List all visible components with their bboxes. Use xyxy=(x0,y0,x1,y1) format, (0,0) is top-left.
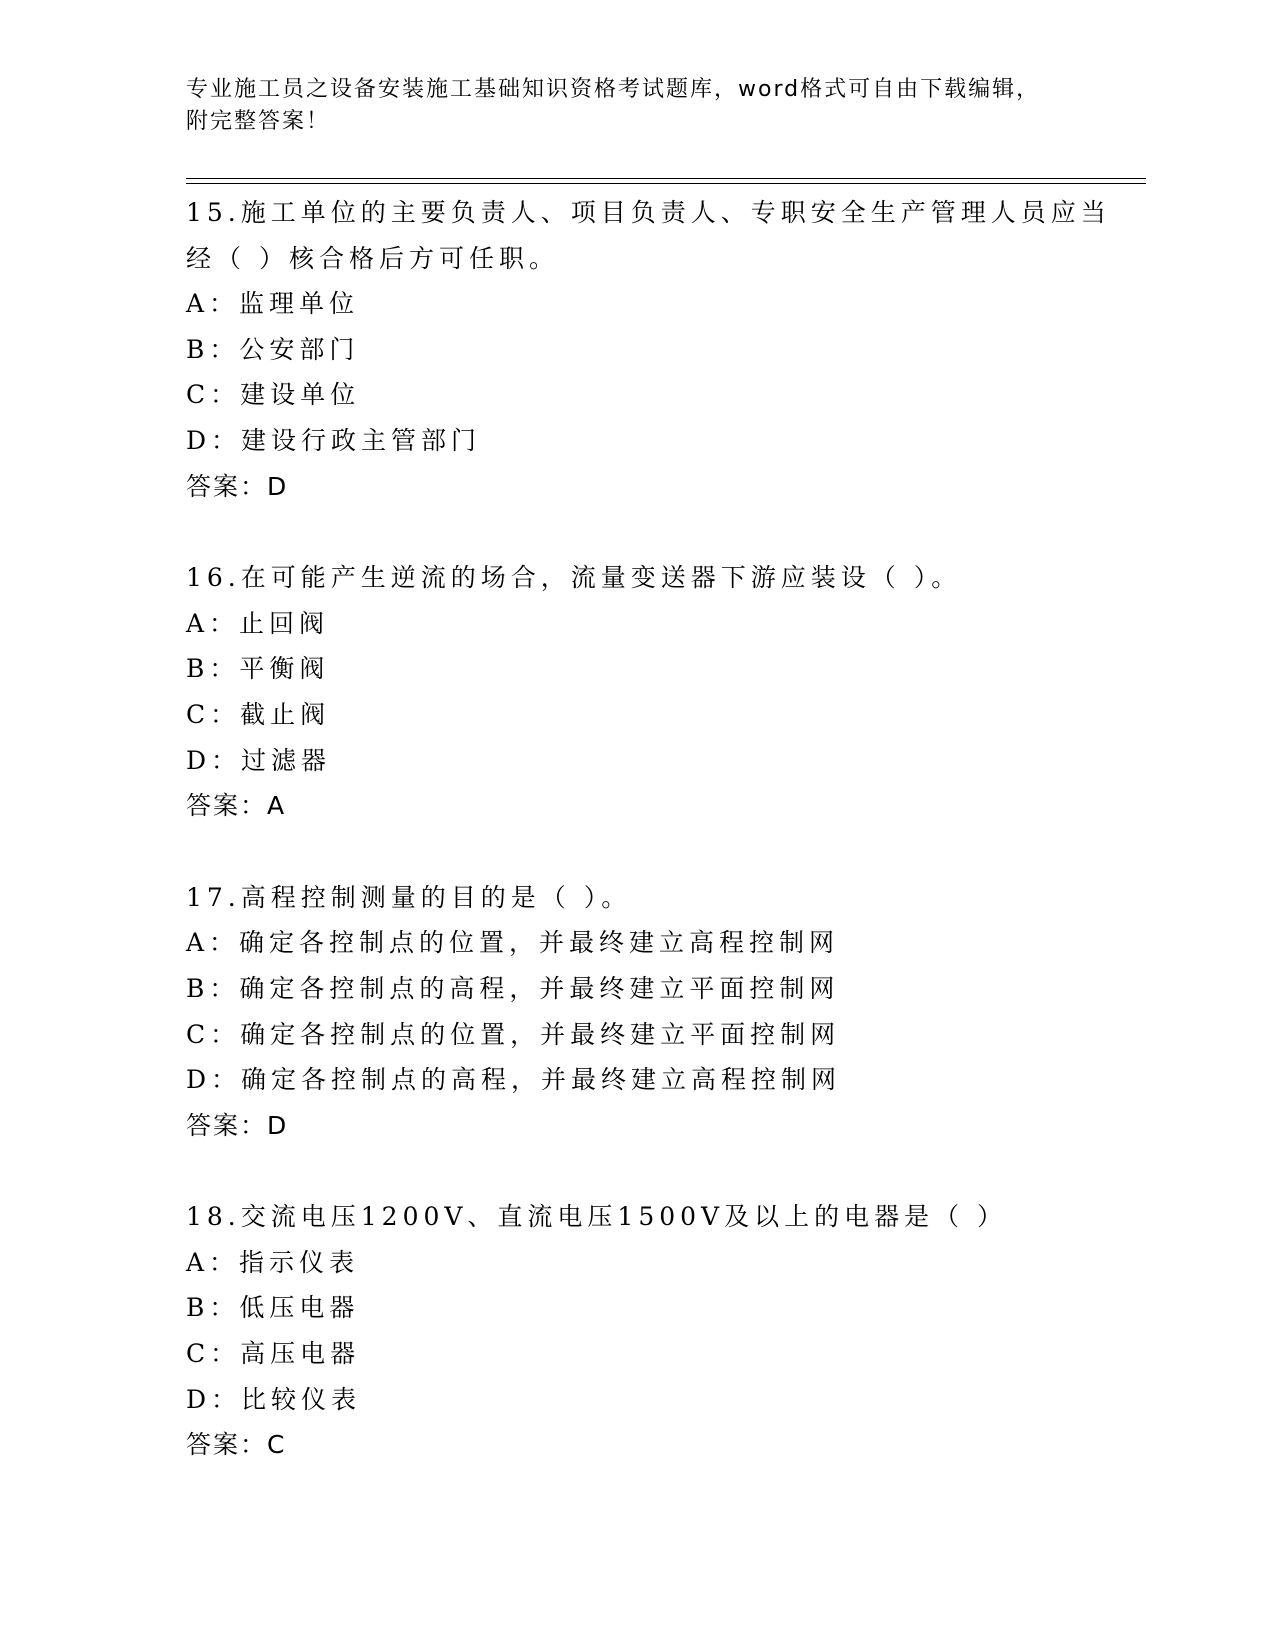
question-17 xyxy=(186,875,1086,1149)
answer: 答案：A xyxy=(186,791,287,821)
question-list xyxy=(186,190,1111,1514)
question-stem: 17.高程控制测量的目的是（ ）。 xyxy=(186,882,632,912)
answer: 答案：D xyxy=(186,1110,289,1140)
question-stem: 16.在可能产生逆流的场合，流量变送器下游应装设（ ）。 xyxy=(186,563,962,593)
option-a: A：确定各控制点的位置，并最终建立高程控制网 xyxy=(186,928,840,958)
option-c: C：高压电器 xyxy=(186,1339,361,1369)
option-b: B：确定各控制点的高程，并最终建立平面控制网 xyxy=(186,973,840,1003)
option-a: A：指示仪表 xyxy=(186,1247,360,1277)
header-divider-bottom xyxy=(186,183,1146,184)
question-stem: 15.施工单位的主要负责人、项目负责人、专职安全生产管理人员应当 xyxy=(186,198,1111,227)
question-stem: 18.交流电压1200V、直流电压1500V及以上的电器是（ ） xyxy=(186,1202,1008,1232)
header-divider-top xyxy=(186,178,1146,179)
option-b: B：平衡阀 xyxy=(186,654,330,684)
option-c: C：截止阀 xyxy=(186,699,331,729)
option-b: B：低压电器 xyxy=(186,1293,360,1323)
answer: 答案：C xyxy=(186,1430,287,1460)
document-header: 专业施工员之设备安装施工基础知识资格考试题库，word格式可自由下载编辑， 附完整答案！ xyxy=(186,77,1041,134)
option-c: C：确定各控制点的位置，并最终建立平面控制网 xyxy=(186,1019,841,1049)
option-a: A：监理单位 xyxy=(186,289,360,319)
option-d: D：过滤器 xyxy=(186,745,332,775)
option-d: D：确定各控制点的高程，并最终建立高程控制网 xyxy=(186,1065,842,1095)
option-d: D：建设行政主管部门 xyxy=(186,425,482,455)
question-15 xyxy=(186,190,1111,509)
answer: 答案：D xyxy=(186,471,289,501)
option-b: B：公安部门 xyxy=(186,334,360,364)
option-d: D：比较仪表 xyxy=(186,1384,362,1414)
question-18 xyxy=(186,1194,1086,1468)
question-16 xyxy=(186,555,1086,829)
option-a: A：止回阀 xyxy=(186,608,330,638)
option-c: C：建设单位 xyxy=(186,380,361,410)
question-stem-continuation: 经（ ）核合格后方可任职。 xyxy=(186,243,559,273)
